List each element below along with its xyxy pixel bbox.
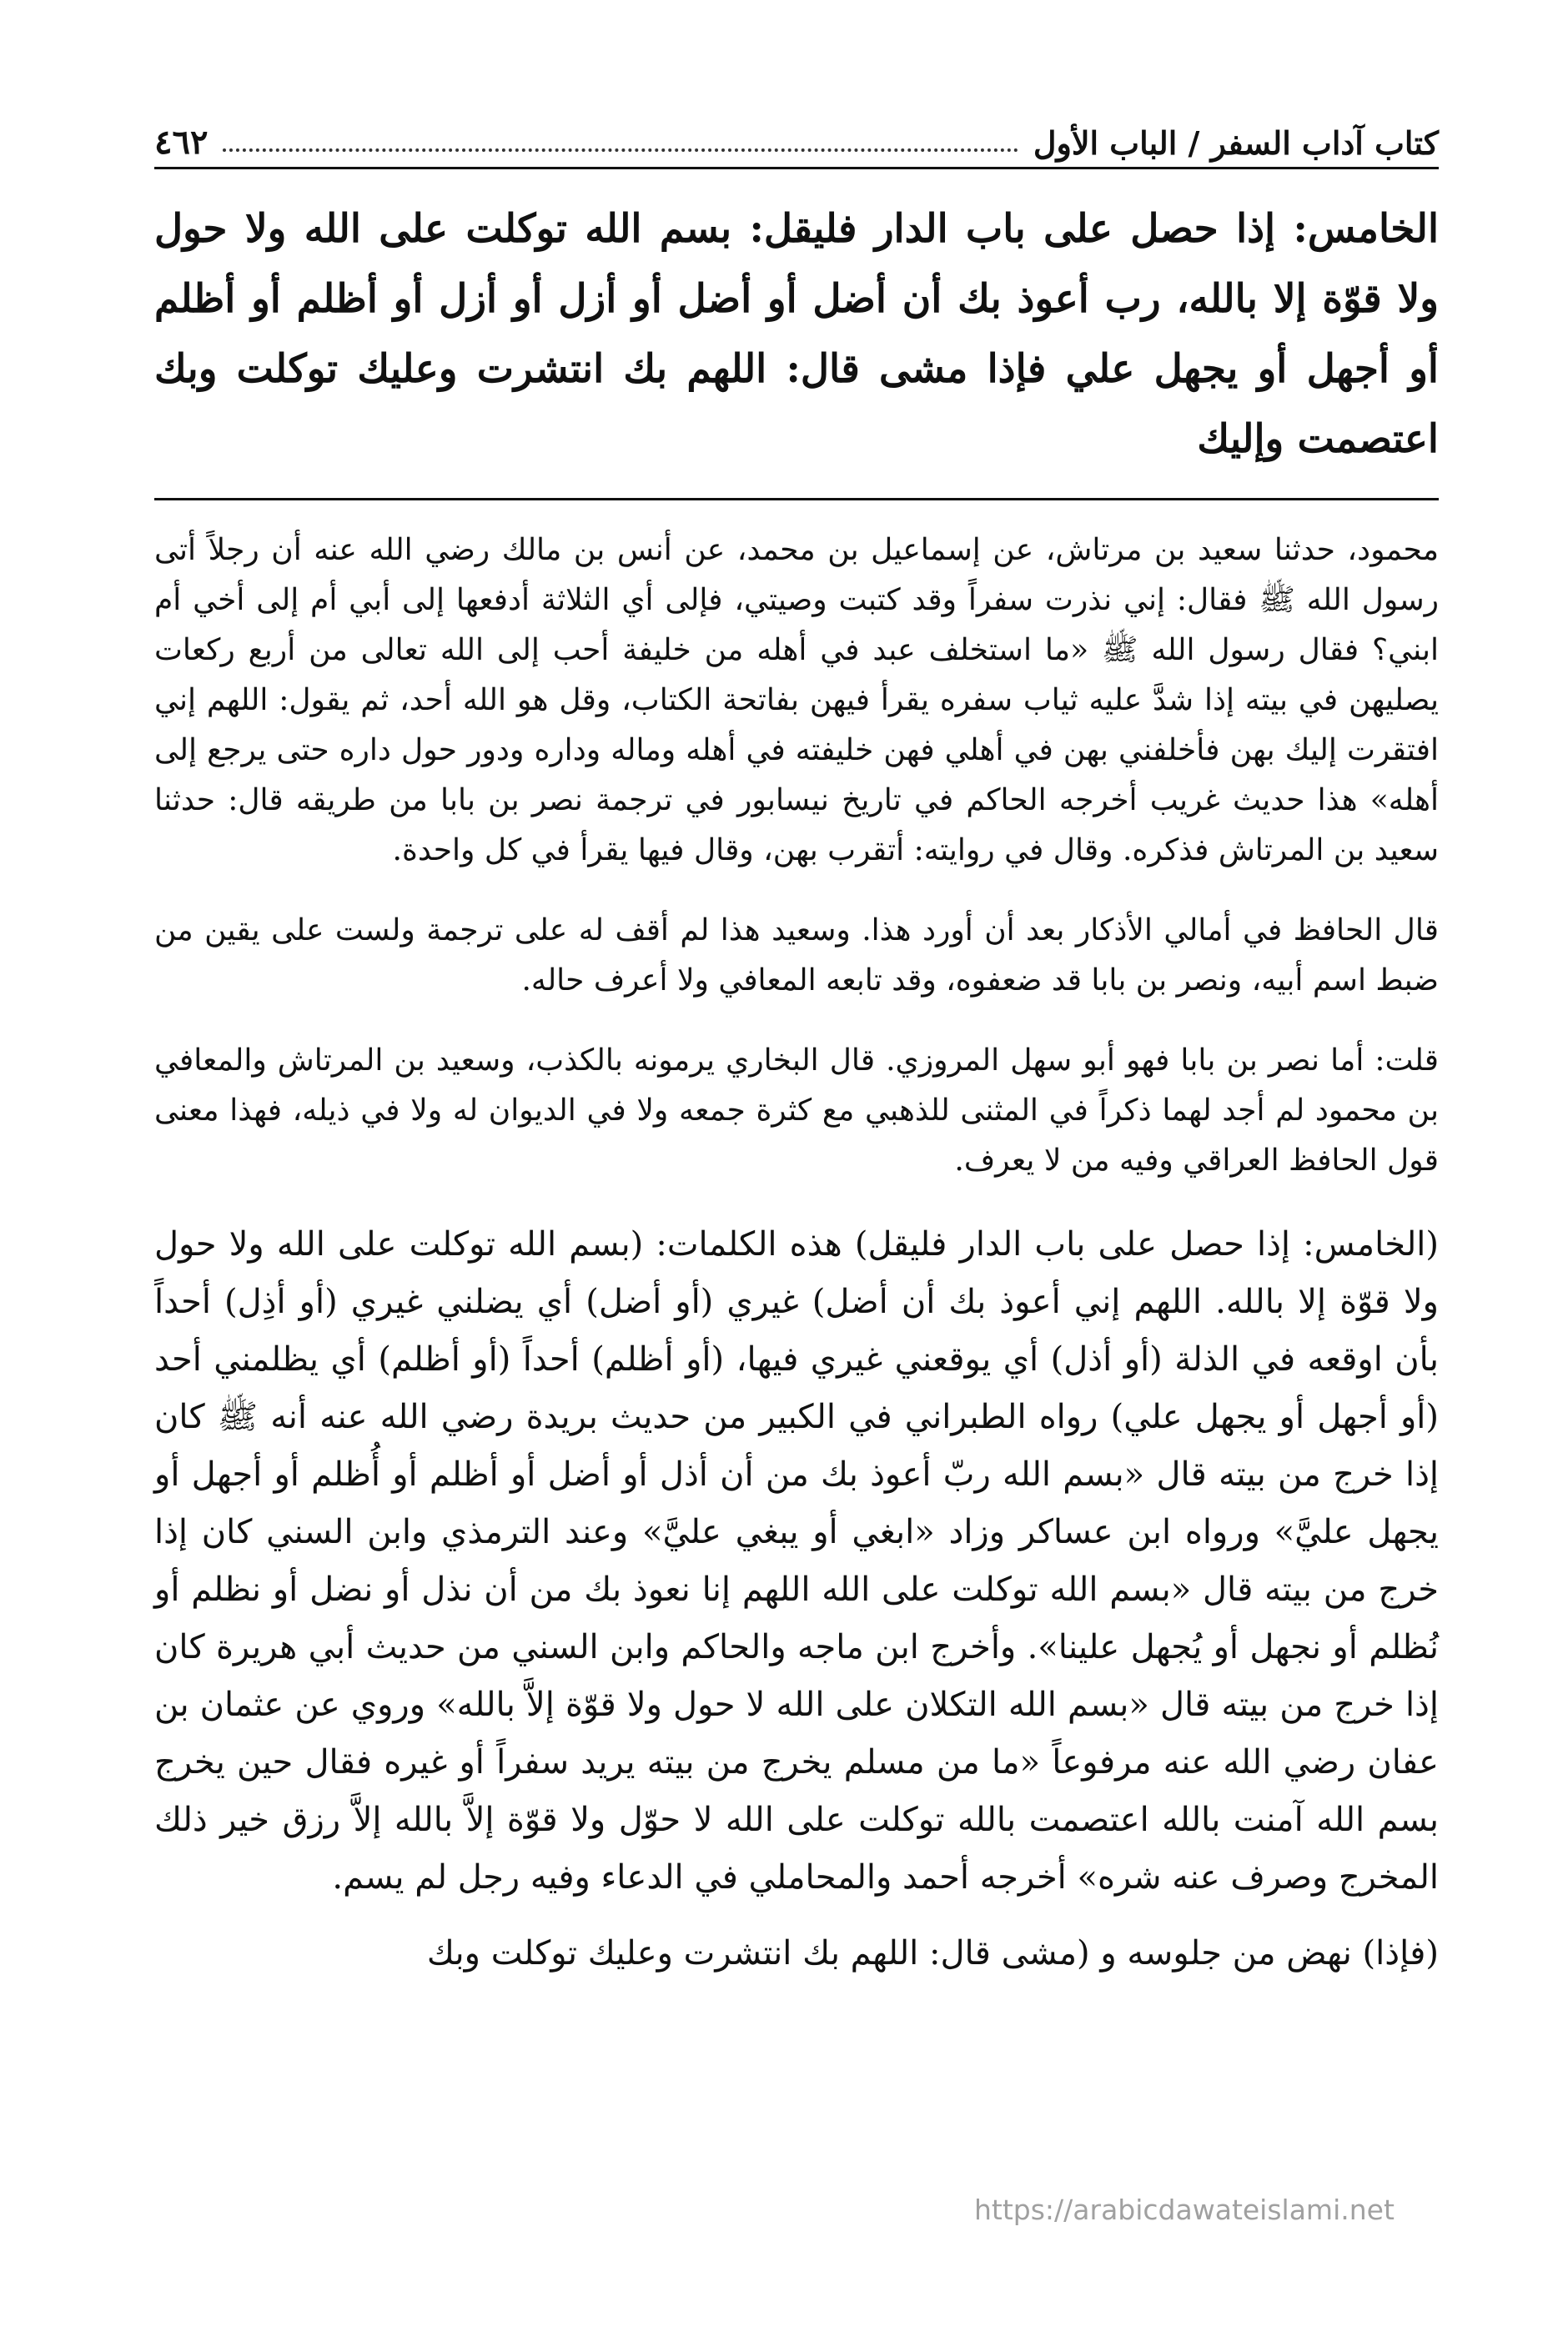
- book-page: [154, 108, 1439, 2244]
- watermark-url: https://arabicdawateislami.net: [974, 2194, 1395, 2226]
- page-header: [154, 108, 1439, 169]
- main-text-body: إذا حصل على باب الدار فليقل: بسم الله توكلت على الله ولا حول ولا قوّة إلا بالله، رب أعوذ بك أن أضل أو أضل أو أزل أو أزل أو أظلم أو أظلم أو أجهل أو يجهل علي فإذا مشى قال: اللهم بك انتشرت وعليك توكلت وبك اعتصمت وإليك: [154, 206, 1439, 462]
- footnote-paragraph: قال الحافظ في أمالي الأذكار بعد أن أورد هذا. وسعيد هذا لم أقف له على ترجمة ولست على يقين من ضبط اسم أبيه، ونصر بن بابا قد ضعفوه، وقد تابعه المعافي ولا أعرف حاله.: [154, 913, 1439, 998]
- commentary: [154, 1216, 1439, 1983]
- commentary-paragraph: (الخامس: إذا حصل على باب الدار فليقل) هذه الكلمات: (بسم الله توكلت على الله ولا حول ولا قوّة إلا بالله. اللهم إني أعوذ بك أن أضل) غيري (أو أضل) أي يضلني غيري (أو أذِل) أحداً بأن اوقعه في الذلة (أو أذل) أي يوقعني غيري فيها، (أو أظلم) أحداً (أو أظلم) أي يظلمني أحد (أو أجهل أو يجهل علي) رواه الطبراني في الكبير من حديث بريدة رضي الله عنه أنه ﷺ كان إذا خرج من بيته قال «بسم الله ربّ أعوذ بك من أن أذل أو أضل أو أظلم أو أُظلم أو أجهل أو يجهل عليَّ» ورواه ابن عساكر وزاد «ابغي أو يبغي عليَّ» وعند الترمذي وابن السني كان إذا خرج من بيته قال «بسم الله توكلت على الله اللهم إنا نعوذ بك من أن نذل أو نضل أو نظلم أو نُظلم أو نجهل أو يُجهل علينا». وأخرج ابن ماجه والحاكم وابن السني من حديث أبي هريرة كان إذا خرج من بيته قال «بسم الله التكلان على الله لا حول ولا قوّة إلاَّ بالله» وروي عن عثمان بن عفان رضي الله عنه مرفوعاً «ما من مسلم يخرج من بيته يريد سفراً أو غيره فقال حين يخرج بسم الله آمنت بالله اعتصمت بالله توكلت على الله لا حوّل ولا قوّة إلاَّ بالله إلاَّ رزق خير ذلك المخرج وصرف عنه شره» أخرجه أحمد والمحاملي في الدعاء وفيه رجل لم يسم.: [154, 1225, 1440, 1897]
- main-text: [154, 194, 1439, 475]
- footnote-separator: [154, 498, 1439, 500]
- header-leader-dots: [223, 148, 1018, 152]
- page-number: ٤٦٢: [154, 123, 209, 162]
- commentary-paragraph: (فإذا) نهض من جلوسه و (مشى قال: اللهم بك انتشرت وعليك توكلت وبك: [426, 1934, 1439, 1973]
- main-text-lead: الخامس:: [1293, 206, 1439, 252]
- footnote-paragraph: قلت: أما نصر بن بابا فهو أبو سهل المروزي. قال البخاري يرمونه بالكذب، وسعيد بن المرتاش والمعافي بن محمود لم أجد لهما ذكراً في المثنى للذهبي مع كثرة جمعه ولا في الديوان له ولا في ذيله، فهذا معنى قول الحافظ العراقي وفيه من لا يعرف.: [154, 1043, 1439, 1178]
- running-title: كتاب آداب السفر / الباب الأول: [1033, 124, 1439, 162]
- footnote-paragraph: محمود، حدثنا سعيد بن مرتاش، عن إسماعيل بن محمد، عن أنس بن مالك رضي الله عنه أن رجلاً أتى رسول الله ﷺ فقال: إني نذرت سفراً وقد كتبت وصيتي، فإلى أي الثلاثة أدفعها إلى أبي أم إلى أخي أم ابني؟ فقال رسول الله ﷺ «ما استخلف عبد في أهله من خليفة أحب إلى الله تعالى من أربع ركعات يصليهن في بيته إذا شدَّ عليه ثياب سفره يقرأ فيهن بفاتحة الكتاب، وقل هو الله أحد، ثم يقول: اللهم إني افتقرت إليك بهن فأخلفني بهن في أهلي فهن خليفته في أهله وماله وداره ودور حول داره حتى يرجع إلى أهله» هذا حديث غريب أخرجه الحاكم في تاريخ نيسابور في ترجمة نصر بن بابا من طريقه قال: حدثنا سعيد بن المرتاش فذكره. وقال في روايته: أتقرب بهن، وقال فيها يقرأ في كل واحدة.: [154, 533, 1439, 867]
- footnotes: [154, 525, 1439, 1186]
